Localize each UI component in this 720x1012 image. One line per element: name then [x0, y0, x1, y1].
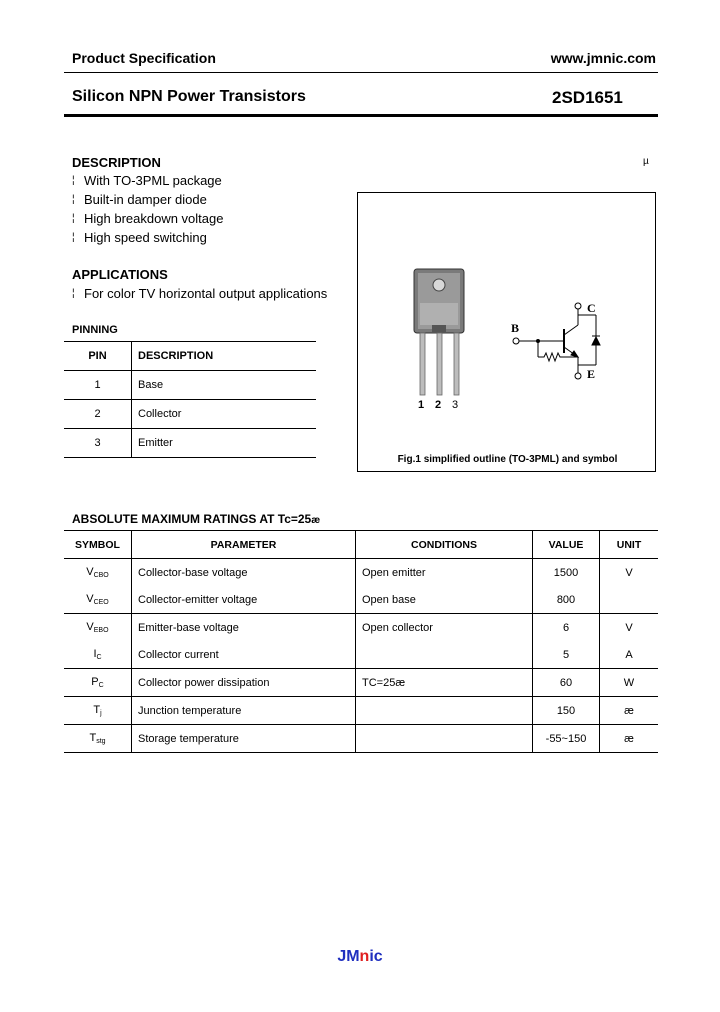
conditions-column-header: CONDITIONS — [356, 531, 533, 559]
document-title: Silicon NPN Power Transistors — [72, 88, 306, 105]
pin-number: 1 — [64, 371, 132, 400]
parameter-cell: Collector power dissipation — [132, 669, 356, 697]
symbol-cell: $T_{stg}$ — [64, 725, 132, 753]
conditions-cell — [356, 697, 533, 725]
bullet-icon: ¦ — [72, 232, 75, 243]
unit-column-header: UNIT — [616, 538, 642, 551]
parameter-column-header: PARAMETER — [132, 531, 356, 559]
list-item: ¦ With TO-3PML package — [72, 173, 222, 188]
value-cell: 800 — [533, 586, 600, 614]
pin-description: Collector — [138, 408, 182, 420]
unit-cell: æ — [624, 704, 634, 717]
value-cell: 60 — [533, 669, 600, 697]
parameter-cell: Storage temperature — [132, 725, 356, 753]
value-cell: 6 — [533, 614, 600, 642]
brand-mid: n — [359, 948, 370, 965]
parameter-cell: Emitter-base voltage — [132, 614, 356, 642]
pinning-table — [64, 341, 316, 458]
bullet-icon: ¦ — [72, 175, 75, 186]
pin-column-header: PIN — [64, 342, 132, 371]
package-outline-image — [406, 263, 476, 413]
parameter-cell: Collector-emitter voltage — [132, 586, 356, 614]
pin-number: 2 — [64, 400, 132, 429]
description-column-header: DESCRIPTION — [138, 350, 214, 362]
conditions-cell: TC=25æ — [356, 669, 533, 697]
table-row — [64, 429, 316, 458]
value-cell: 1500 — [533, 559, 600, 587]
unit-cell: æ — [624, 732, 634, 745]
pin-number-label-3: 3 — [452, 399, 459, 411]
table-row — [64, 641, 658, 669]
symbol-cell: $T_j$ — [64, 697, 132, 725]
description-list — [72, 171, 223, 247]
brand-logo — [0, 948, 720, 966]
table-header-row — [64, 342, 316, 371]
value-cell: -55~150 — [533, 725, 600, 753]
ratings-table — [64, 530, 658, 753]
symbol-cell: $I_C$ — [64, 641, 132, 669]
list-item: ¦ High speed switching — [72, 230, 207, 245]
pin-description: Base — [138, 379, 164, 391]
pin-number-label-1: 1 — [418, 399, 425, 411]
table-row — [64, 669, 658, 697]
figure-caption: Fig.1 simplified outline (TO-3PML) and symbol — [397, 454, 618, 465]
parameter-cell: Collector-base voltage — [132, 559, 356, 587]
unit-cell: W — [623, 676, 635, 689]
table-header-row — [64, 531, 658, 559]
unit-cell: V — [625, 566, 633, 579]
list-item: ¦ High breakdown voltage — [72, 211, 224, 226]
symbol-column-header: SYMBOL — [64, 531, 132, 559]
table-row — [64, 725, 658, 753]
figure-box — [357, 192, 656, 472]
table-row — [64, 586, 658, 614]
pin-number: 3 — [64, 429, 132, 458]
title-divider — [64, 114, 658, 117]
parameter-cell: Junction temperature — [132, 697, 356, 725]
parameter-cell: Collector current — [132, 641, 356, 669]
bullet-icon: ¦ — [72, 194, 75, 205]
applications-list — [72, 284, 327, 303]
corner-mark: µ — [643, 156, 649, 167]
list-item: ¦ For color TV horizontal output applications — [72, 286, 328, 301]
table-row — [64, 697, 658, 725]
symbol-cell: $V_{EBO}$ — [64, 614, 132, 642]
base-label: B — [511, 321, 520, 335]
pinning-heading: PINNING — [72, 324, 118, 336]
bullet-icon: ¦ — [72, 288, 75, 299]
value-cell: 5 — [533, 641, 600, 669]
table-row — [64, 614, 658, 642]
conditions-cell: Open base — [356, 586, 533, 614]
table-row — [64, 400, 316, 429]
part-number: 2SD1651 — [552, 88, 623, 107]
table-row — [64, 371, 316, 400]
value-cell: 150 — [533, 697, 600, 725]
unit-cell: A — [625, 648, 633, 661]
product-spec-label: Product Specification — [72, 50, 216, 66]
conditions-cell — [356, 725, 533, 753]
bullet-icon: ¦ — [72, 213, 75, 224]
ratings-heading: ABSOLUTE MAXIMUM RATINGS AT Tc=25æ — [72, 512, 321, 526]
unit-cell — [600, 586, 659, 614]
table-row — [64, 559, 658, 587]
website-link[interactable]: www.jmnic.com — [550, 50, 656, 66]
brand-suffix: ic — [369, 948, 383, 965]
value-column-header: VALUE — [533, 531, 600, 559]
conditions-cell — [356, 641, 533, 669]
brand-prefix: JM — [337, 948, 360, 965]
symbol-cell: $V_{CEO}$ — [64, 586, 132, 614]
applications-heading: APPLICATIONS — [72, 267, 168, 282]
pin-description: Emitter — [138, 437, 173, 449]
conditions-cell: Open collector — [356, 614, 533, 642]
conditions-cell: Open emitter — [356, 559, 533, 587]
symbol-cell: $V_{CBO}$ — [64, 559, 132, 587]
description-heading: DESCRIPTION — [72, 155, 161, 170]
degree-symbol: æ — [311, 515, 321, 526]
pin-number-label-2: 2 — [435, 399, 442, 411]
list-item: ¦ Built-in damper diode — [72, 192, 207, 207]
collector-label: C — [587, 301, 596, 315]
symbol-cell: $P_C$ — [64, 669, 132, 697]
emitter-label: E — [587, 367, 596, 381]
header-divider — [64, 72, 658, 73]
unit-cell: V — [625, 621, 633, 634]
